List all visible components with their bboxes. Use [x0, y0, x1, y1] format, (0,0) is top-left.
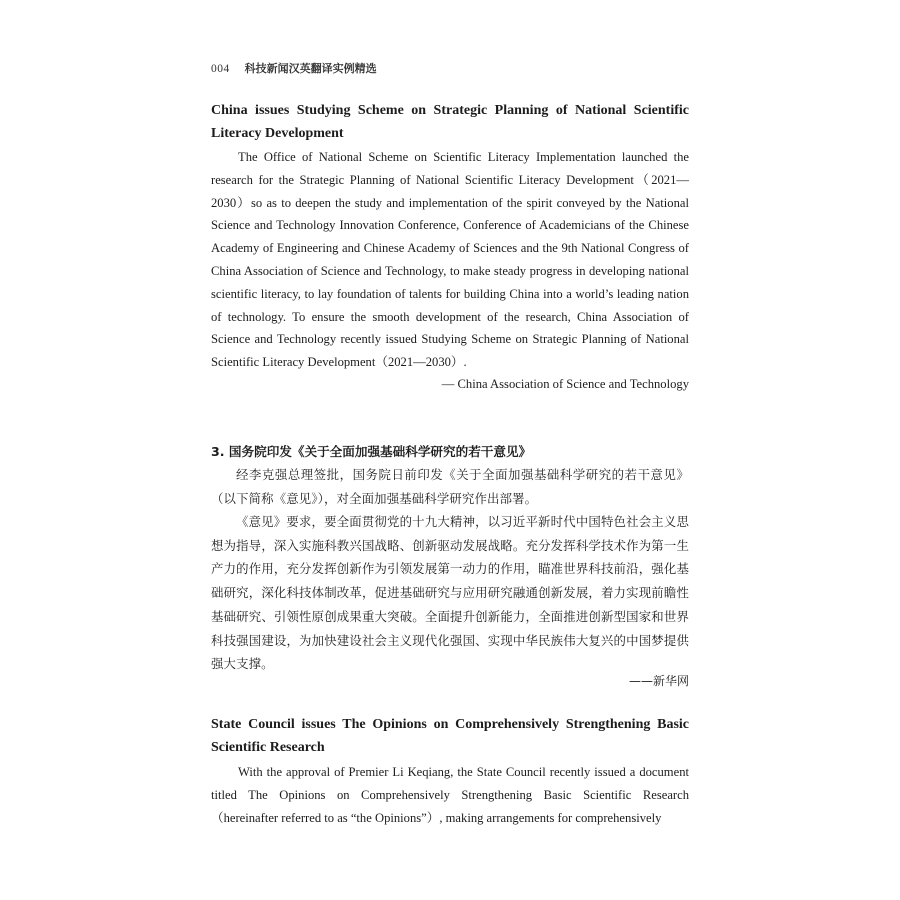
article2-cn-paragraph-1: 经李克强总理签批，国务院日前印发《关于全面加强基础科学研究的若干意见》（以下简称《意见》），对全面加强基础科学研究作出部署。: [211, 467, 689, 506]
article2-en-body: With the approval of Premier Li Keqiang, the State Council recently issued a document titled The Opinions on Comprehensively Strengthening Basic Scientific Research（hereinafter referred to as “the Opinions”）, making arrangements for comprehensively: [211, 765, 689, 825]
article1-body: The Office of National Scheme on Scientific Literacy Implementation launched the research for the Strategic Planning of National Scientific Literacy Development（2021—2030）so as to deepen the study and implementation of the spirit conveyed by the National Science and Technology Innovation Conference, Conference of Academicians of the Chinese Academy of Engineering and Chinese Academy of Sciences and the 9th National Congress of China Association of Science and Technology, to make steady progress in developing national scientific literacy, to lay foundation of talents for building China into a world’s leading nation of technology. To ensure the smooth development of the research, China Association of Science and Technology recently issued Studying Scheme on Strategic Planning of National Scientific Literacy Development（2021—2030）.: [211, 150, 689, 370]
page-number: 004: [211, 63, 230, 75]
book-title: 科技新闻汉英翻译实例精选: [244, 62, 377, 75]
article2-cn-paragraph-2: 《意见》要求，要全面贯彻党的十九大精神，以习近平新时代中国特色社会主义思想为指导，深入实施科教兴国战略、创新驱动发展战略。充分发挥科学技术作为第一生产力的作用，充分发挥创新作为引领发展第一动力的作用，瞄准世界科技前沿，强化基础研究，深化科技体制改革，促进基础研究与应用研究融通创新发展，着力实现前瞻性基础研究、引领性原创成果重大突破。全面提升创新能力，全面推进创新型国家和世界科技强国建设，为加快建设社会主义现代化强国、实现中华民族伟大复兴的中国梦提供强大支撑。: [211, 514, 689, 672]
book-page: [211, 0, 689, 900]
article1-source: — China Association of Science and Technology: [441, 377, 689, 391]
running-header: [211, 60, 689, 76]
article1-title: China issues Studying Scheme on Strategic Planning of National Scientific Literacy Development: [211, 103, 689, 141]
article2-en-title: State Council issues The Opinions on Comprehensively Strengthening Basic Scientific Research: [211, 717, 689, 755]
article2-cn-heading: 3. 国务院印发《关于全面加强基础科学研究的若干意见》: [211, 444, 532, 459]
article2-cn-source: ——新华网: [628, 674, 689, 688]
